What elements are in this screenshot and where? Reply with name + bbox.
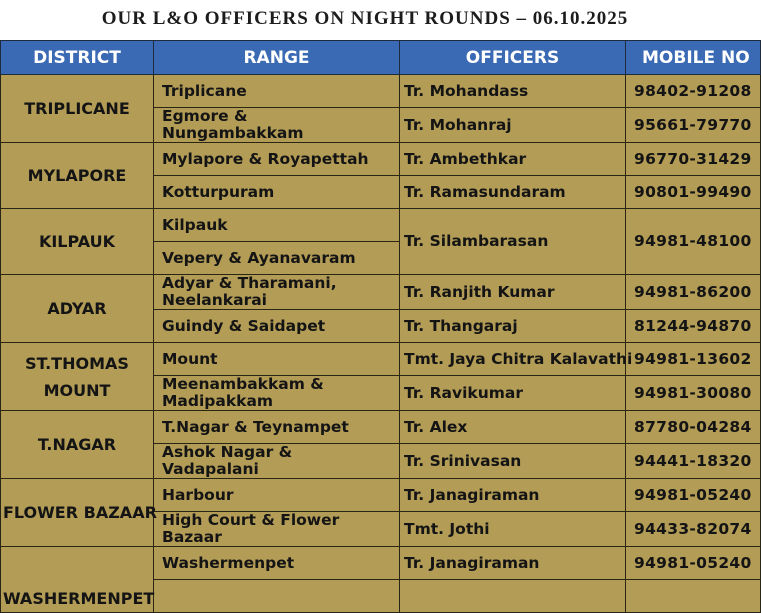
- district-cell: TRIPLICANE: [1, 75, 154, 143]
- mobile-cell: 98402-91208: [626, 75, 761, 108]
- officer-cell: Tr. Mohandass: [400, 75, 626, 108]
- officer-cell: Tr. Mohanraj: [400, 108, 626, 143]
- table-row: [1, 209, 761, 242]
- officer-cell: Tmt. Jaya Chitra Kalavathi: [400, 343, 626, 376]
- range-cell: Mylapore & Royapettah: [154, 143, 400, 176]
- officer-cell: Tr. Srinivasan: [400, 444, 626, 479]
- district-cell: FLOWER BAZAAR: [1, 479, 154, 547]
- mobile-cell: 94441-18320: [626, 444, 761, 479]
- header-officers: OFFICERS: [400, 41, 626, 75]
- range-cell: Kotturpuram: [154, 176, 400, 209]
- officer-cell: Tr. Silambarasan: [400, 209, 626, 275]
- table-row: [1, 479, 761, 512]
- table-row: [1, 75, 761, 108]
- header-range: RANGE: [154, 41, 400, 75]
- officer-cell: Tr. Alex: [400, 411, 626, 444]
- range-cell: Egmore & Nungambakkam: [154, 108, 400, 143]
- range-cell: High Court & Flower Bazaar: [154, 512, 400, 547]
- range-cell: Harbour: [154, 479, 400, 512]
- officer-cell: Tr. Ranjith Kumar: [400, 275, 626, 310]
- header-mobile: MOBILE NO: [626, 41, 761, 75]
- mobile-cell: 81244-94870: [626, 310, 761, 343]
- officer-cell: Tr. Janagiraman: [400, 479, 626, 512]
- range-cell: T.Nagar & Teynampet: [154, 411, 400, 444]
- mobile-cell: 94433-82074: [626, 512, 761, 547]
- range-cell: Guindy & Saidapet: [154, 310, 400, 343]
- range-cell: Adyar & Tharamani, Neelankarai: [154, 275, 400, 310]
- header-district: DISTRICT: [1, 41, 154, 75]
- table-row: [1, 547, 761, 580]
- table-row: [1, 411, 761, 444]
- table-row: [1, 275, 761, 310]
- range-cell: Triplicane: [154, 75, 400, 108]
- range-cell: Meenambakkam & Madipakkam: [154, 376, 400, 411]
- table-header-row: [1, 41, 761, 75]
- mobile-cell: 94981-13602: [626, 343, 761, 376]
- table-row: [1, 143, 761, 176]
- mobile-cell: 96770-31429: [626, 143, 761, 176]
- mobile-cell: 94981-86200: [626, 275, 761, 310]
- range-cell: Ashok Nagar & Vadapalani: [154, 444, 400, 479]
- district-cell: T.NAGAR: [1, 411, 154, 479]
- district-cell: MYLAPORE: [1, 143, 154, 209]
- mobile-cell: 94981-05240: [626, 547, 761, 580]
- officer-cell: Tr. Ramasundaram: [400, 176, 626, 209]
- officer-cell: Tmt. Jothi: [400, 512, 626, 547]
- officer-cell: [400, 580, 626, 613]
- officers-table: [0, 40, 761, 613]
- district-cell: ADYAR: [1, 275, 154, 343]
- mobile-cell: 94981-48100: [626, 209, 761, 275]
- mobile-cell: 94981-05240: [626, 479, 761, 512]
- officer-cell: Tr. Janagiraman: [400, 547, 626, 580]
- range-cell: Vepery & Ayanavaram: [154, 242, 400, 275]
- district-cell: ST.THOMAS MOUNT: [1, 343, 154, 411]
- officers-table-wrapper: [0, 40, 752, 608]
- district-cell: KILPAUK: [1, 209, 154, 275]
- mobile-cell: 87780-04284: [626, 411, 761, 444]
- mobile-cell: [626, 580, 761, 613]
- mobile-cell: 90801-99490: [626, 176, 761, 209]
- table-row: [1, 343, 761, 376]
- range-cell: Mount: [154, 343, 400, 376]
- officer-cell: Tr. Thangaraj: [400, 310, 626, 343]
- officer-cell: Tr. Ravikumar: [400, 376, 626, 411]
- page-title: OUR L&O OFFICERS ON NIGHT ROUNDS – 06.10.2025: [101, 8, 629, 29]
- officer-cell: Tr. Ambethkar: [400, 143, 626, 176]
- range-cell: Washermenpet: [154, 547, 400, 580]
- range-cell: Kilpauk: [154, 209, 400, 242]
- district-cell: WASHERMENPET: [1, 547, 154, 613]
- range-cell: [154, 580, 400, 613]
- mobile-cell: 94981-30080: [626, 376, 761, 411]
- mobile-cell: 95661-79770: [626, 108, 761, 143]
